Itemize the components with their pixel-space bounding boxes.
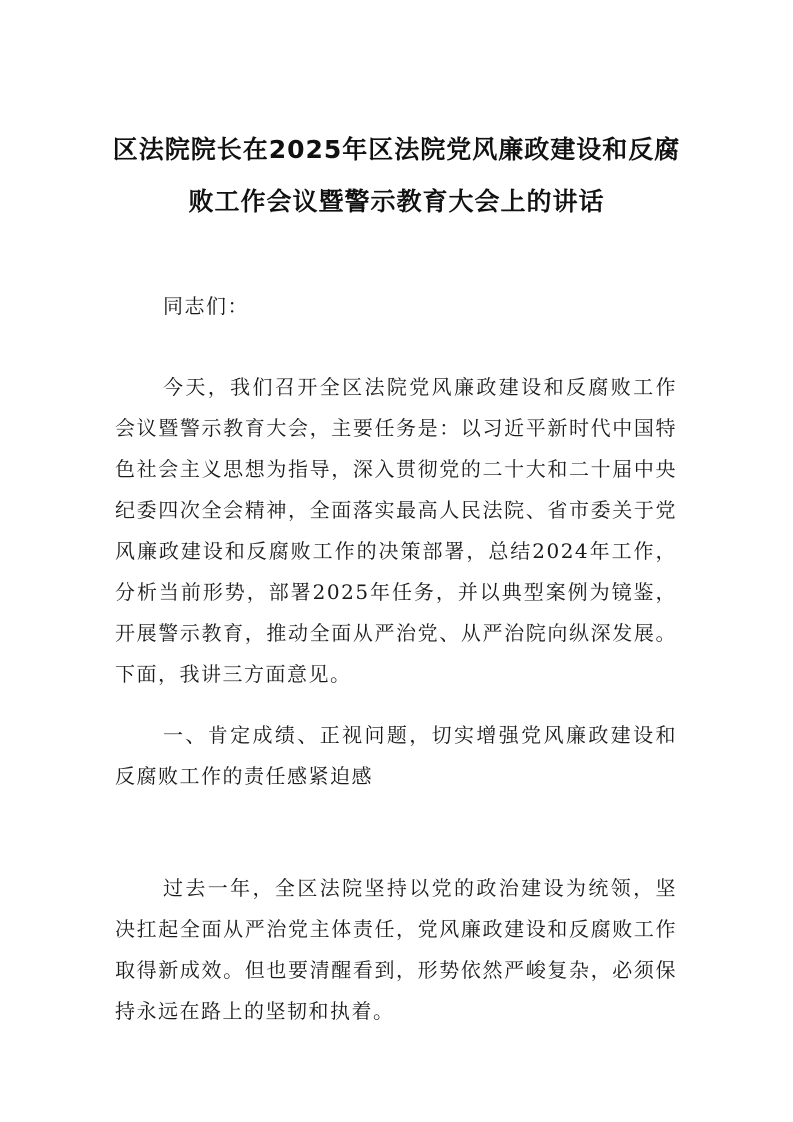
section-body-paragraph: 过去一年，全区法院坚持以党的政治建设为统领，坚决扛起全面从严治党主体责任，党风廉政建设和反腐败工作取得新成效。但也要清醒看到，形势依然严峻复杂，必须保持永远在路上的坚韧和执着。 (115, 876, 677, 1023)
greeting-paragraph: 同志们： (163, 294, 249, 318)
section-heading: 一、肯定成绩、正视问题，切实增强党风廉政建设和反腐败工作的责任感紧迫感 (115, 723, 677, 788)
intro-paragraph: 今天，我们召开全区法院党风廉政建设和反腐败工作会议暨警示教育大会，主要任务是：以习近平新时代中国特色社会主义思想为指导，深入贯彻党的二十大和二十届中央纪委四次全会精神，全面落实最高人民法院、省市委关于党风廉政建设和反腐败工作的决策部署，总结2024年工作，分析当前形势，部署2025年任务，并以典型案例为镜鉴，开展警示教育，推动全面从严治党、从严治院向纵深发展。下面，我讲三方面意见。 (115, 375, 677, 686)
document-title: 区法院院长在2025年区法院党风廉政建设和反腐败工作会议暨警示教育大会上的讲话 (112, 135, 681, 216)
